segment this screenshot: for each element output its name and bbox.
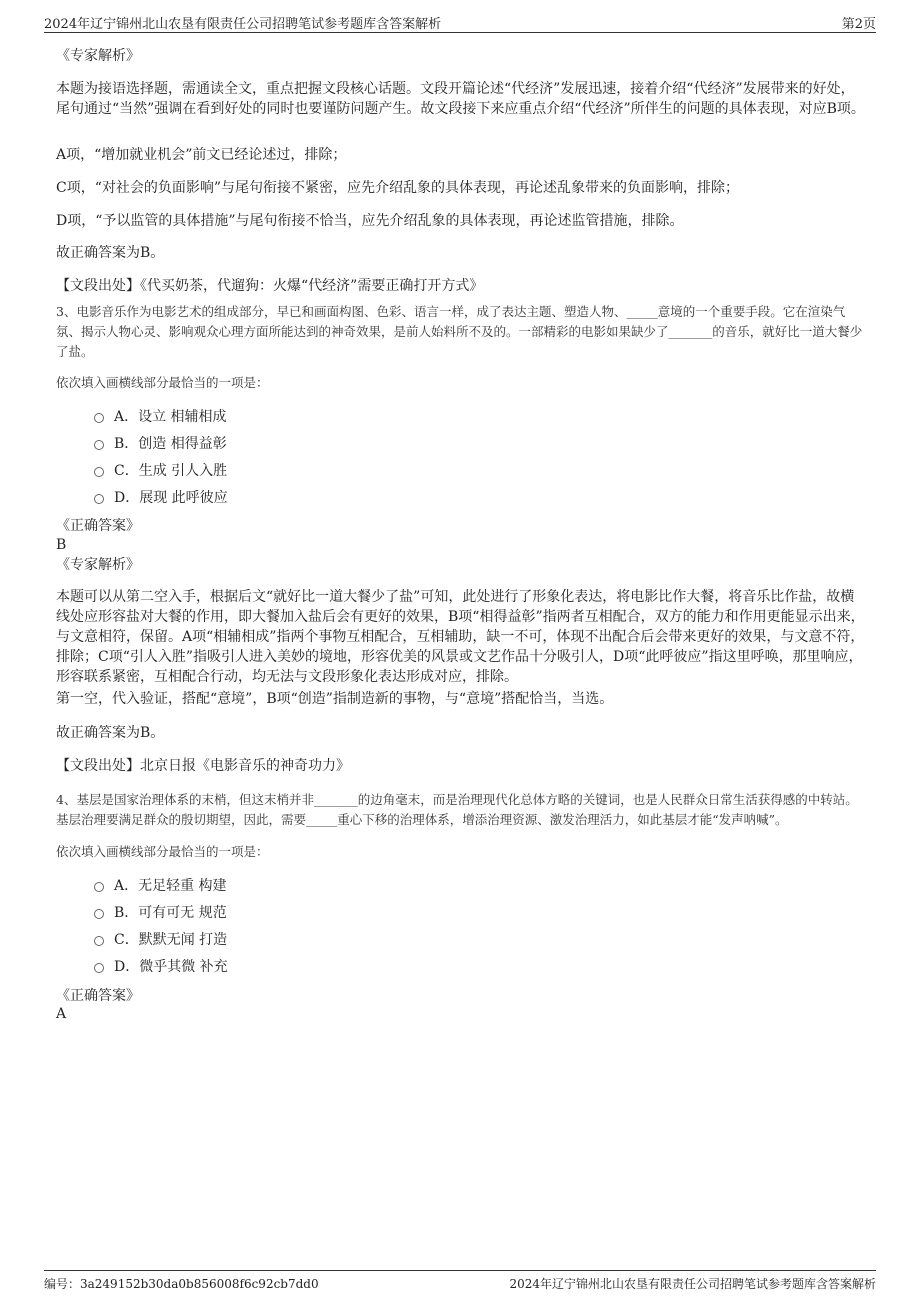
q3-stem: 3、电影音乐作为电影艺术的组成部分，早已和画面构图、色彩、语言一样，成了表达主题、塑造人物、_____意境的一个重要手段。它在渲染气氛、揭示人物心灵、影响观众心理方面所能达到的神奇效果，是前人始料所不及的。一部精彩的电影如果缺少了_______的音乐，就好比一道大餐少了盐。	[56, 304, 863, 359]
option-label: A．无足轻重 构建	[114, 878, 227, 894]
header-title: 2024年辽宁锦州北山农垦有限责任公司招聘笔试参考题库含答案解析	[44, 17, 442, 32]
q3-option-a[interactable]	[94, 407, 227, 427]
q2-expert-label: 《专家解析》	[56, 48, 140, 64]
q3-analysis-paragraph: 本题可以从第二空入手，根据后文“就好比一道大餐少了盐”可知，此处进行了形象化表达，将电影比作大餐，将音乐比作盐，故横线处应形容盐对大餐的作用，即大餐加入盐后会有更好的效果，B项“相得益彰”指两者互相配合，双方的能力和作用更能显示出来，与文意相符，保留。A项“相辅相成”指两个事物互相配合，互相辅助，缺一不可，体现不出配合后会带来更好的效果，与文意不符，排除；C项“引人入胜”指吸引人进入美妙的境地，形容优美的风景或文艺作品十分吸引人，D项“此呼彼应”指这里呼唤，那里响应，形容联系紧密，互相配合行动，均无法与文段形象化表达形成对应，排除。	[56, 589, 865, 685]
q3-option-d[interactable]	[94, 488, 228, 508]
q3-answer-label: 《正确答案》	[56, 518, 140, 534]
q3-option-c[interactable]	[94, 461, 227, 481]
page-footer	[44, 1270, 876, 1295]
option-label: B．可有可无 规范	[114, 905, 227, 921]
radio-icon[interactable]	[94, 413, 104, 423]
radio-icon[interactable]	[94, 882, 104, 892]
radio-icon[interactable]	[94, 963, 104, 973]
q4-option-d[interactable]	[94, 957, 228, 977]
radio-icon[interactable]	[94, 494, 104, 504]
radio-icon[interactable]	[94, 909, 104, 919]
option-label: A．设立 相辅相成	[114, 409, 227, 425]
q2-source: 【文段出处】《代买奶茶，代遛狗：火爆“代经济”需要正确打开方式》	[56, 278, 484, 294]
q3-source: 【文段出处】北京日报《电影音乐的神奇功力》	[56, 758, 350, 774]
q3-analysis-paragraph-2: 第一空，代入验证，搭配“意境”，B项“创造”指制造新的事物，与“意境”搭配恰当，当选。	[56, 691, 614, 707]
q2-analysis-paragraph: 本题为接语选择题，需通读全文，重点把握文段核心话题。文段开篇论述“代经济”发展迅速，接着介绍“代经济”发展带来的好处，尾句通过“当然”强调在看到好处的同时也要谨防问题产生。故文段接下来应重点介绍“代经济”所伴生的问题的具体表现，对应B项。	[56, 81, 865, 117]
q3-conclusion: 故正确答案为B。	[56, 725, 165, 741]
q4-option-b[interactable]	[94, 903, 227, 923]
q3-option-b[interactable]	[94, 434, 227, 454]
radio-icon[interactable]	[94, 936, 104, 946]
option-label: C．生成 引人入胜	[114, 463, 228, 479]
q4-answer: A	[56, 1006, 67, 1022]
q4-option-c[interactable]	[94, 930, 227, 950]
q2-option-c-analysis: C项，“对社会的负面影响”与尾句衔接不紧密，应先介绍乱象的具体表现，再论述乱象带来的负面影响，排除；	[56, 180, 740, 196]
page-number: 第2页	[841, 17, 876, 32]
q3-expert-label: 《专家解析》	[56, 557, 140, 573]
document-code: 编号：3a249152b30da0b856008f6c92cb7dd0	[44, 1277, 319, 1291]
q4-option-a[interactable]	[94, 876, 227, 896]
option-label: C．默默无闻 打造	[114, 932, 228, 948]
radio-icon[interactable]	[94, 467, 104, 477]
option-label: D．微乎其微 补充	[114, 959, 228, 975]
footer-title: 2024年辽宁锦州北山农垦有限责任公司招聘笔试参考题库含答案解析	[509, 1277, 876, 1291]
option-label: B．创造 相得益彰	[114, 436, 227, 452]
q3-answer: B	[56, 537, 67, 553]
q4-stem: 4、基层是国家治理体系的末梢，但这末梢并非_______的边角毫末，而是治理现代化总体方略的关键词，也是人民群众日常生活获得感的中转站。基层治理要满足群众的殷切期望，因此，需要_____重心下移的治理体系，增添治理资源、激发治理活力，如此基层才能“发声呐喊”。	[56, 792, 858, 827]
page-header	[44, 10, 876, 33]
option-label: D．展现 此呼彼应	[114, 490, 228, 506]
q4-prompt: 依次填入画横线部分最恰当的一项是：	[56, 844, 269, 859]
q2-option-a-analysis: A项，“增加就业机会”前文已经论述过，排除；	[56, 147, 347, 163]
q2-option-d-analysis: D项，“予以监管的具体措施”与尾句衔接不恰当，应先介绍乱象的具体表现，再论述监管措施，排除。	[56, 213, 684, 229]
q2-conclusion: 故正确答案为B。	[56, 245, 165, 261]
q4-answer-label: 《正确答案》	[56, 988, 140, 1004]
radio-icon[interactable]	[94, 440, 104, 450]
q3-prompt: 依次填入画横线部分最恰当的一项是：	[56, 375, 269, 390]
